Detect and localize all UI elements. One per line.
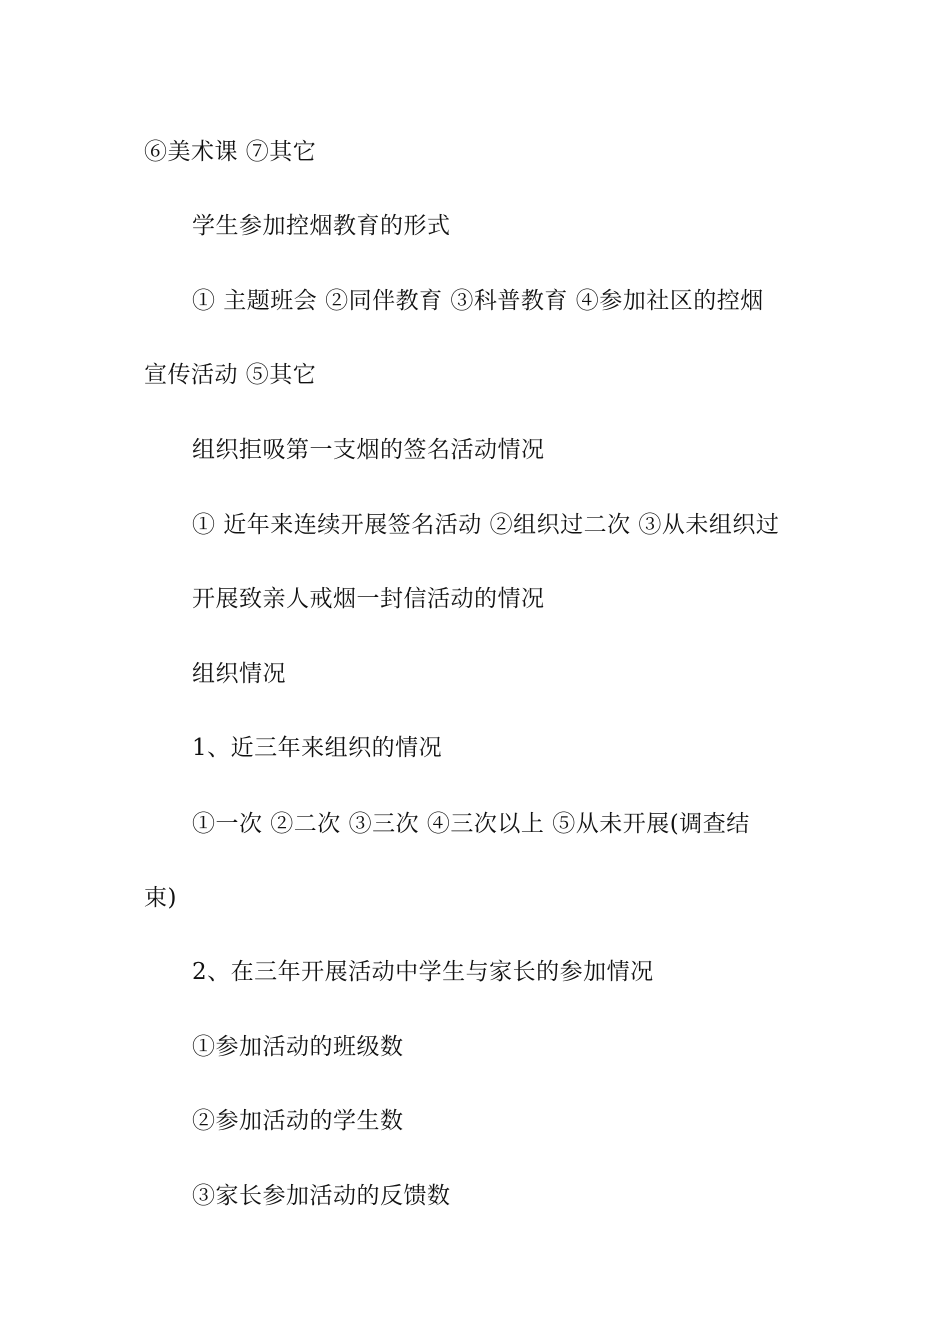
section-heading: 学生参加控烟教育的形式 [192,213,451,239]
list-item: ①参加活动的班级数 [192,1034,404,1060]
list-item: ②参加活动的学生数 [192,1108,404,1134]
options-line-continued: 宣传活动 ⑤其它 [144,362,317,388]
options-line: ①一次 ②二次 ③三次 ④三次以上 ⑤从未开展(调查结 [192,811,750,837]
options-line-continued: 束) [144,885,177,911]
subsection-heading: 组织情况 [192,661,286,687]
section-heading: 开展致亲人戒烟一封信活动的情况 [192,586,545,612]
numbered-item: 1、近三年来组织的情况 [192,735,443,761]
numbered-item: 2、在三年开展活动中学生与家长的参加情况 [192,959,654,985]
list-item: ③家长参加活动的反馈数 [192,1183,451,1209]
section-heading: 组织拒吸第一支烟的签名活动情况 [192,437,545,463]
text-line: ⑥美术课 ⑦其它 [144,139,317,165]
options-line: ① 主题班会 ②同伴教育 ③科普教育 ④参加社区的控烟 [192,288,764,314]
options-line: ① 近年来连续开展签名活动 ②组织过二次 ③从未组织过 [192,512,780,538]
